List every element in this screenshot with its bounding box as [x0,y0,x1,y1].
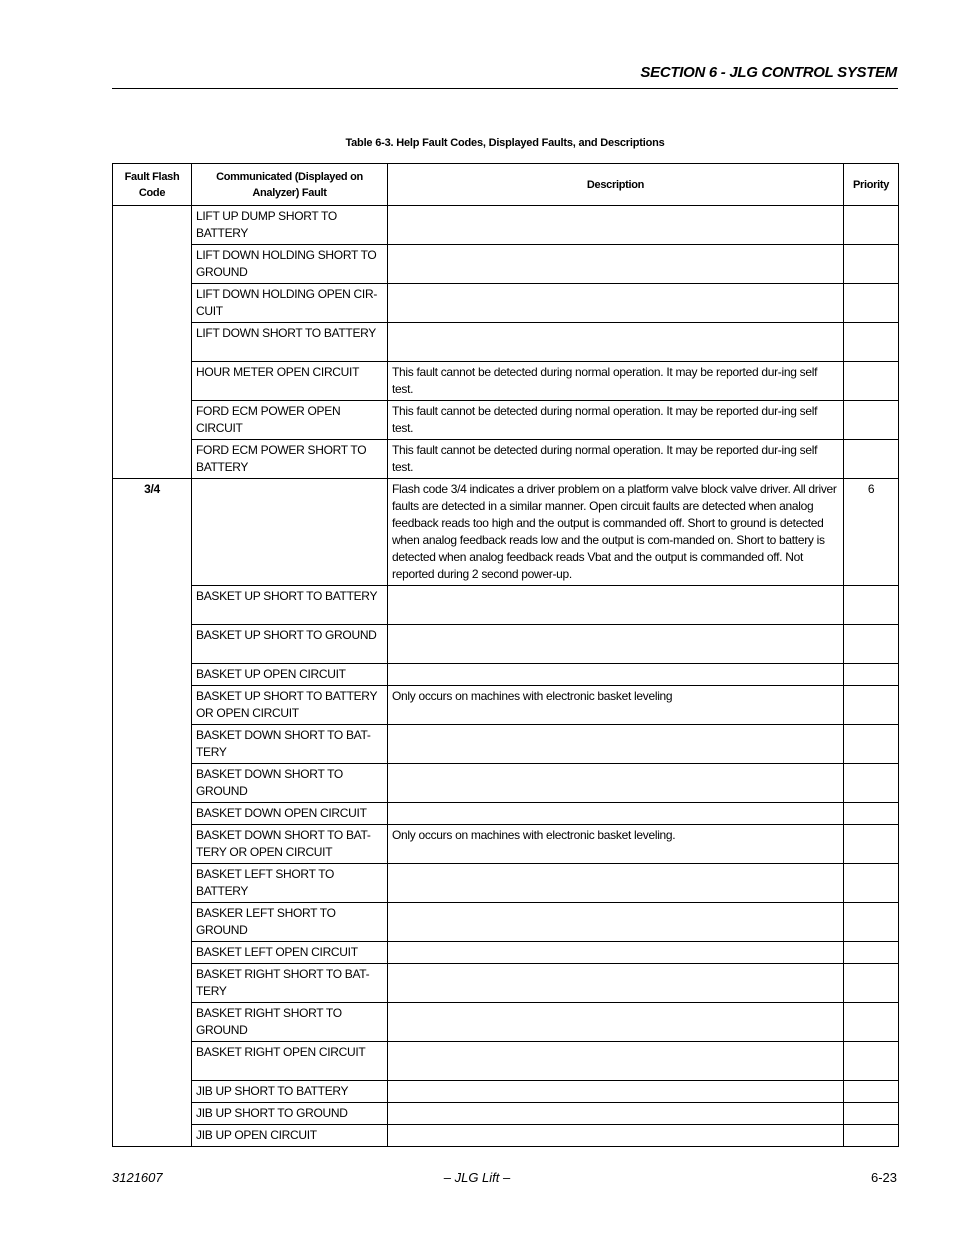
fault-priority [844,725,899,764]
table-row [113,864,899,903]
fault-priority [844,440,899,479]
fault-description [388,1103,844,1125]
fault-description [388,1003,844,1042]
fault-description [388,864,844,903]
fault-flash-code [113,206,192,479]
fault-name: BASKER LEFT SHORT TO GROUND [192,903,388,942]
fault-description: This fault cannot be detected during normal operation. It may be reported dur-ing self test. [388,401,844,440]
table-row [113,1103,899,1125]
fault-priority [844,625,899,664]
table-row [113,686,899,725]
fault-name: HOUR METER OPEN CIRCUIT [192,362,388,401]
fault-priority [844,245,899,284]
fault-name [192,479,388,586]
fault-priority [844,903,899,942]
fault-name: BASKET UP SHORT TO GROUND [192,625,388,664]
fault-priority [844,1081,899,1103]
table-row [113,323,899,362]
fault-description [388,245,844,284]
fault-priority [844,401,899,440]
fault-name: BASKET UP SHORT TO BATTERY OR OPEN CIRCUIT [192,686,388,725]
document-number: 3121607 [112,1170,163,1185]
fault-flash-code: 3/4 [113,479,192,1147]
fault-name: BASKET RIGHT SHORT TO GROUND [192,1003,388,1042]
fault-name: LIFT DOWN HOLDING OPEN CIR-CUIT [192,284,388,323]
header-divider [112,88,898,89]
table-row [113,586,899,625]
fault-priority [844,764,899,803]
table-row [113,245,899,284]
fault-description [388,323,844,362]
table-row [113,942,899,964]
fault-description [388,586,844,625]
fault-name: FORD ECM POWER OPEN CIRCUIT [192,401,388,440]
table-row [113,903,899,942]
fault-priority [844,1042,899,1081]
fault-name: BASKET RIGHT SHORT TO BAT-TERY [192,964,388,1003]
section-title: SECTION 6 - JLG CONTROL SYSTEM [640,64,897,81]
fault-description [388,1081,844,1103]
fault-codes-table [112,163,899,1147]
fault-priority [844,942,899,964]
table-body [113,206,899,1147]
table-row [113,1042,899,1081]
table-row [113,803,899,825]
table-caption: Table 6-3. Help Fault Codes, Displayed Faults, and Descriptions [345,137,665,149]
header-fault-flash-code: Fault Flash Code [113,164,192,206]
fault-priority: 6 [844,479,899,586]
fault-priority [844,1103,899,1125]
table-row [113,479,899,586]
fault-description [388,942,844,964]
fault-name: BASKET DOWN SHORT TO BAT-TERY [192,725,388,764]
table-row [113,362,899,401]
fault-priority [844,864,899,903]
fault-name: BASKET DOWN SHORT TO BAT-TERY OR OPEN CIRCUIT [192,825,388,864]
fault-description: Only occurs on machines with electronic basket leveling [388,686,844,725]
fault-priority [844,206,899,245]
footer-title: – JLG Lift – [443,1170,511,1185]
fault-description [388,964,844,1003]
table-row [113,625,899,664]
fault-description [388,803,844,825]
fault-description [388,625,844,664]
fault-name: LIFT DOWN SHORT TO BATTERY [192,323,388,362]
fault-description: Only occurs on machines with electronic basket leveling. [388,825,844,864]
fault-name: BASKET DOWN OPEN CIRCUIT [192,803,388,825]
fault-name: JIB UP SHORT TO GROUND [192,1103,388,1125]
fault-priority [844,362,899,401]
table-row [113,964,899,1003]
table-row [113,1081,899,1103]
fault-priority [844,586,899,625]
fault-priority [844,803,899,825]
table-row [113,206,899,245]
fault-name: BASKET DOWN SHORT TO GROUND [192,764,388,803]
fault-description [388,1125,844,1147]
table-row [113,764,899,803]
fault-priority [844,964,899,1003]
fault-name: BASKET UP SHORT TO BATTERY [192,586,388,625]
fault-priority [844,1003,899,1042]
page-number: 6-23 [870,1170,897,1185]
table-row [113,725,899,764]
table-row [113,1003,899,1042]
table-header-row [113,164,899,206]
fault-description: This fault cannot be detected during normal operation. It may be reported dur-ing self test. [388,440,844,479]
fault-name: LIFT UP DUMP SHORT TO BATTERY [192,206,388,245]
fault-description [388,764,844,803]
fault-description: Flash code 3/4 indicates a driver problem on a platform valve block valve driver. All driver faults are detected in a similar manner. Open circuit faults are detected when analog feedback reads too high and the output is commanded off. Short to ground is detected when analog feedback reads low and the output is com-manded on. Short to battery is detected when analog feedback reads Vbat and the output is commanded off. Not reported during 2 second power-up. [388,479,844,586]
fault-priority [844,686,899,725]
fault-name: BASKET LEFT OPEN CIRCUIT [192,942,388,964]
table-row [113,401,899,440]
fault-name: JIB UP SHORT TO BATTERY [192,1081,388,1103]
fault-name: BASKET RIGHT OPEN CIRCUIT [192,1042,388,1081]
fault-name: LIFT DOWN HOLDING SHORT TO GROUND [192,245,388,284]
fault-name: JIB UP OPEN CIRCUIT [192,1125,388,1147]
fault-priority [844,323,899,362]
fault-description [388,1042,844,1081]
header-priority: Priority [844,164,899,206]
table-row [113,440,899,479]
fault-priority [844,825,899,864]
fault-priority [844,1125,899,1147]
fault-name: BASKET LEFT SHORT TO BATTERY [192,864,388,903]
fault-description: This fault cannot be detected during normal operation. It may be reported dur-ing self test. [388,362,844,401]
fault-description [388,206,844,245]
header-communicated-fault: Communicated (Displayed on Analyzer) Fault [192,164,388,206]
table-row [113,825,899,864]
fault-priority [844,664,899,686]
table-row [113,664,899,686]
table-row [113,284,899,323]
fault-description [388,664,844,686]
table-row [113,1125,899,1147]
fault-priority [844,284,899,323]
fault-name: BASKET UP OPEN CIRCUIT [192,664,388,686]
fault-name: FORD ECM POWER SHORT TO BATTERY [192,440,388,479]
header-description: Description [388,164,844,206]
fault-description [388,284,844,323]
fault-description [388,725,844,764]
fault-description [388,903,844,942]
